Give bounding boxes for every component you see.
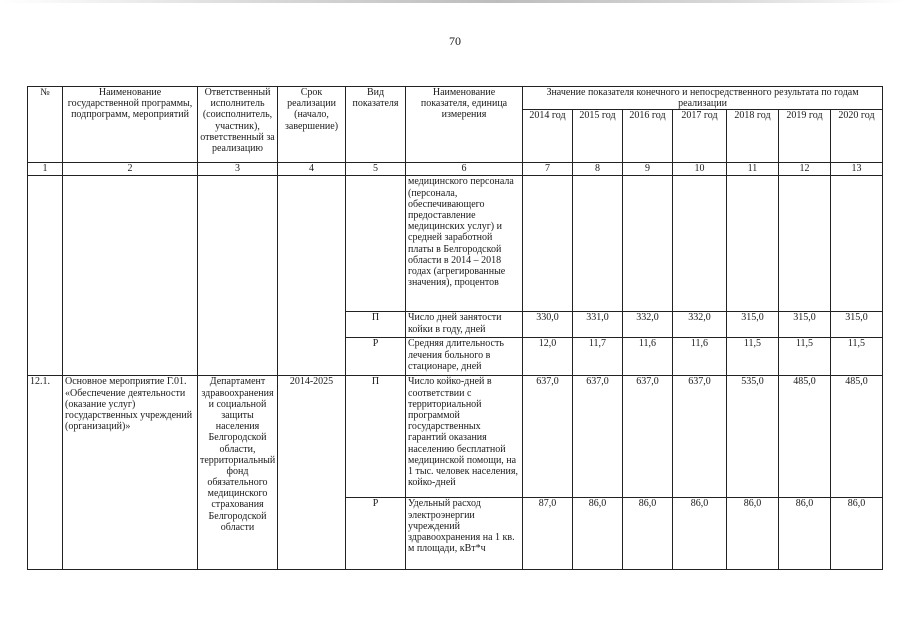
indicator-type-cell: П bbox=[346, 312, 406, 338]
header-period: Срок реализации (начало, завершение) bbox=[278, 87, 346, 163]
indicator-name-cell: медицинского персонала (персонала, обеспечивающего предоставление медицинских услуг) и средней заработной платы в Белгородской области в 2014 – 2018 годах (агрегированные значения), процентов bbox=[406, 176, 523, 312]
column-number: 9 bbox=[623, 163, 673, 176]
value-cell: 86,0 bbox=[831, 498, 883, 570]
value-cell: 315,0 bbox=[831, 312, 883, 338]
value-cell: 332,0 bbox=[673, 312, 727, 338]
value-cell: 11,5 bbox=[727, 338, 779, 376]
column-number: 8 bbox=[573, 163, 623, 176]
header-year: 2016 год bbox=[623, 110, 673, 163]
value-cell bbox=[523, 176, 573, 312]
header-year: 2015 год bbox=[573, 110, 623, 163]
column-number: 11 bbox=[727, 163, 779, 176]
header-indicator-type: Вид показателя bbox=[346, 87, 406, 163]
column-number: 4 bbox=[278, 163, 346, 176]
value-cell: 485,0 bbox=[831, 376, 883, 498]
column-number: 5 bbox=[346, 163, 406, 176]
indicator-name-cell: Число койко-дней в соответствии с территориальной программой государственных гарантий оказания населению бесплатной медицинской помощи, на 1 тыс. человек населения, койко-дней bbox=[406, 376, 523, 498]
value-cell bbox=[573, 176, 623, 312]
value-cell bbox=[831, 176, 883, 312]
value-cell: 315,0 bbox=[779, 312, 831, 338]
value-cell: 485,0 bbox=[779, 376, 831, 498]
value-cell: 11,5 bbox=[779, 338, 831, 376]
header-year: 2020 год bbox=[831, 110, 883, 163]
responsible-cell bbox=[198, 176, 278, 376]
row-number-cell bbox=[28, 176, 63, 376]
column-number: 7 bbox=[523, 163, 573, 176]
value-cell: 11,6 bbox=[673, 338, 727, 376]
header-year: 2019 год bbox=[779, 110, 831, 163]
column-number: 6 bbox=[406, 163, 523, 176]
value-cell: 535,0 bbox=[727, 376, 779, 498]
table-row bbox=[28, 376, 883, 498]
value-cell: 637,0 bbox=[523, 376, 573, 498]
value-cell: 86,0 bbox=[779, 498, 831, 570]
program-name-cell: Основное мероприятие Г.01. «Обеспечение деятельности (оказание услуг) государственных учреждений (организаций)» bbox=[63, 376, 198, 570]
responsible-cell: Департамент здравоохранения и социальной защиты населения Белгородской области, территориальный фонд обязательного медицинского страхования Белгородской области bbox=[198, 376, 278, 570]
value-cell: 11,7 bbox=[573, 338, 623, 376]
column-number: 12 bbox=[779, 163, 831, 176]
value-cell bbox=[727, 176, 779, 312]
indicator-type-cell: П bbox=[346, 376, 406, 498]
value-cell: 12,0 bbox=[523, 338, 573, 376]
scan-top-edge bbox=[0, 0, 905, 3]
header-responsible: Ответственный исполнитель (соисполнитель, участник), ответственный за реализацию bbox=[198, 87, 278, 163]
page-number: 70 bbox=[449, 34, 461, 48]
value-cell bbox=[673, 176, 727, 312]
value-cell: 86,0 bbox=[727, 498, 779, 570]
column-number: 13 bbox=[831, 163, 883, 176]
value-cell: 331,0 bbox=[573, 312, 623, 338]
value-cell bbox=[779, 176, 831, 312]
column-number: 1 bbox=[28, 163, 63, 176]
value-cell: 637,0 bbox=[623, 376, 673, 498]
value-cell: 332,0 bbox=[623, 312, 673, 338]
indicator-name-cell: Число дней занятости койки в году, дней bbox=[406, 312, 523, 338]
value-cell bbox=[623, 176, 673, 312]
header-values-group: Значение показателя конечного и непосредственного результата по годам реализации bbox=[523, 87, 883, 110]
header-year: 2014 год bbox=[523, 110, 573, 163]
value-cell: 330,0 bbox=[523, 312, 573, 338]
period-cell: 2014-2025 bbox=[278, 376, 346, 570]
value-cell: 637,0 bbox=[573, 376, 623, 498]
column-number: 3 bbox=[198, 163, 278, 176]
header-year: 2018 год bbox=[727, 110, 779, 163]
indicator-name-cell: Удельный расход электроэнергии учреждений здравоохранения на 1 кв. м площади, кВт*ч bbox=[406, 498, 523, 570]
row-number-cell: 12.1. bbox=[28, 376, 63, 570]
indicator-name-cell: Средняя длительность лечения больного в стационаре, дней bbox=[406, 338, 523, 376]
indicator-type-cell: Р bbox=[346, 338, 406, 376]
indicator-table bbox=[27, 86, 883, 570]
program-name-cell bbox=[63, 176, 198, 376]
period-cell bbox=[278, 176, 346, 376]
column-number: 10 bbox=[673, 163, 727, 176]
value-cell: 11,5 bbox=[831, 338, 883, 376]
column-numbers-row bbox=[28, 163, 883, 176]
indicator-type-cell bbox=[346, 176, 406, 312]
table-row bbox=[28, 176, 883, 312]
value-cell: 86,0 bbox=[573, 498, 623, 570]
header-number: № bbox=[28, 87, 63, 163]
header-indicator-name: Наименование показателя, единица измерения bbox=[406, 87, 523, 163]
column-number: 2 bbox=[63, 163, 198, 176]
value-cell: 87,0 bbox=[523, 498, 573, 570]
header-program-name: Наименование государственной программы, подпрограмм, мероприятий bbox=[63, 87, 198, 163]
value-cell: 86,0 bbox=[673, 498, 727, 570]
header-year: 2017 год bbox=[673, 110, 727, 163]
value-cell: 11,6 bbox=[623, 338, 673, 376]
value-cell: 315,0 bbox=[727, 312, 779, 338]
indicator-type-cell: Р bbox=[346, 498, 406, 570]
value-cell: 637,0 bbox=[673, 376, 727, 498]
value-cell: 86,0 bbox=[623, 498, 673, 570]
